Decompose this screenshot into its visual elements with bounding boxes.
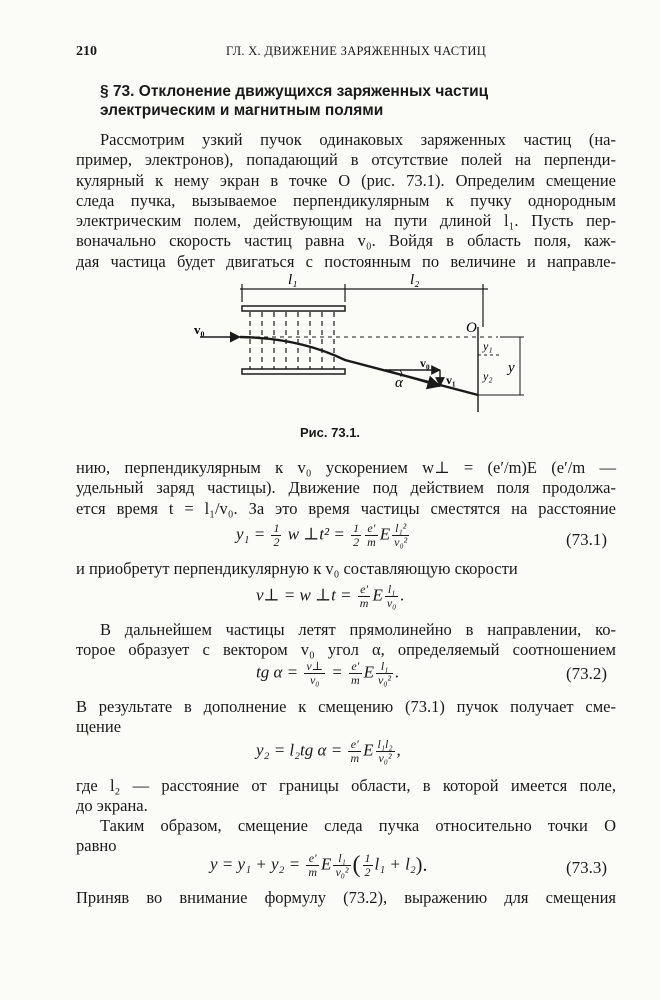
field-lines — [250, 312, 334, 369]
equation-number: (73.2) — [566, 664, 608, 683]
paragraph-1 — [76, 130, 616, 272]
text-line: щение — [76, 717, 122, 737]
equation-v-perp: v⊥ = w ⊥t = $\frac{e'}{m}$ E $\frac{\text{l₁}}{\text{v₀}}$ . — [256, 582, 405, 610]
equation-73-3: y = y₁ + y₂ = $\frac{e'}{m}$ E $\frac{\text{l₁}}{\text{v₀²}}$ ( $\frac{1}{2}$ l₁ + l₂). — [210, 851, 428, 879]
paragraph-8 — [76, 888, 616, 908]
v1-vector — [385, 370, 440, 386]
paragraph-4 — [76, 620, 616, 661]
label-y: y — [508, 360, 515, 376]
paragraph-2 — [76, 458, 616, 519]
paragraph-3 — [76, 559, 616, 579]
equation-number: (73.1) — [566, 530, 608, 549]
lower-plate — [242, 369, 345, 374]
text-line: электрическим полем, действующим на пути длиной l₁. Пусть пер- — [76, 211, 616, 231]
section-title — [100, 82, 600, 120]
text-line: и приобретут перпендикулярную к v₀ составляющую скорости — [76, 559, 518, 578]
text-line: Рассмотрим узкий пучок одинаковых заряженных частиц (на- — [100, 130, 616, 149]
label-v1: v₁ — [446, 373, 456, 387]
equation-y2: y₂ = l₂tg α = $\frac{e'}{m}$ E $\frac{\text{l₁l₂}}{\text{v₀²}}$ , — [256, 737, 401, 765]
paragraph-5 — [76, 697, 616, 738]
text-line: ется время t = l₁/v₀. За это время частицы сместятся на расстояние — [76, 498, 616, 518]
text-line: пример, электронов), попадающий в отсутствие полей на перпенди- — [76, 150, 616, 170]
paragraph-7 — [76, 816, 616, 857]
text-line: где l₂ — расстояние от границы области, в которой имеется поле, — [76, 776, 616, 795]
section-title-line: § 73. Отклонение движущихся заряженных частиц — [100, 83, 489, 100]
equation-73-2: tg α = $\frac{v\perp}{\text{v₀}}$ = $\frac{e'}{m}$ E $\frac{\text{l₁}}{\text{v₀²}}$ . — [256, 659, 400, 687]
text-line: дая частица будет двигаться с постоянным по величине и направле- — [76, 251, 616, 271]
text-line: Приняв во внимание формулу (73.2), выражению для смещения — [76, 888, 616, 907]
paragraph-6 — [76, 776, 616, 817]
text-line: нию, перпендикулярным к v₀ ускорением w⊥ = (e′/m)E (e′/m — — [76, 458, 616, 477]
running-header — [76, 44, 616, 64]
label-y1: y₁ — [483, 339, 493, 353]
label-l2: l₂ — [410, 272, 420, 288]
label-v0-inner: v₀ — [420, 356, 430, 370]
upper-plate — [242, 306, 345, 311]
figure-caption: Рис. 73.1. — [300, 425, 361, 440]
equation-number: (73.3) — [566, 858, 608, 877]
label-v0: v₀ — [194, 322, 205, 337]
text-line: торое образует с вектором v₀ угол α, определяемый соотношением — [76, 640, 616, 660]
text-line: В дальнейшем частицы летят прямолинейно в направлении, ко- — [100, 620, 616, 639]
label-O: O — [466, 320, 477, 336]
text-line: кулярный к нему экран в точке O (рис. 73.1). Определим смещение — [76, 170, 616, 190]
text-line: до экрана. — [76, 796, 148, 816]
text-line: В результате в дополнение к смещению (73.1) пучок получает сме- — [76, 697, 616, 716]
equation-73-1: y₁ = $\frac{1}{2}$ w ⊥t² = $\frac{1}{2}$ $\frac{e'}{m}$ E $\frac{\text{l₁²}}{\text{v₀²}}$ — [236, 521, 408, 549]
text-line: следа пучка, вызываемое перпендикулярным к пучку однородным — [76, 190, 616, 210]
running-title: ГЛ. X. ДВИЖЕНИЕ ЗАРЯЖЕННЫХ ЧАСТИЦ — [226, 44, 487, 58]
text-line: Таким образом, смещение следа пучка относительно точки O — [100, 816, 616, 835]
text-line: воначально скорость частиц равна v₀. Войдя в область поля, каж- — [76, 231, 616, 251]
text-line: удельный заряд частицы). Движение под действием поля продолжа- — [76, 478, 616, 498]
particle-trajectory — [240, 337, 478, 395]
section-title-line: электрическим и магнитным полями — [100, 102, 384, 119]
deflection-diagram — [0, 272, 660, 412]
label-alpha: α — [395, 375, 403, 391]
text-line: равно — [76, 836, 117, 856]
page-number: 210 — [76, 44, 97, 59]
label-y2: y₂ — [483, 369, 493, 383]
label-l1: l₁ — [288, 272, 298, 288]
